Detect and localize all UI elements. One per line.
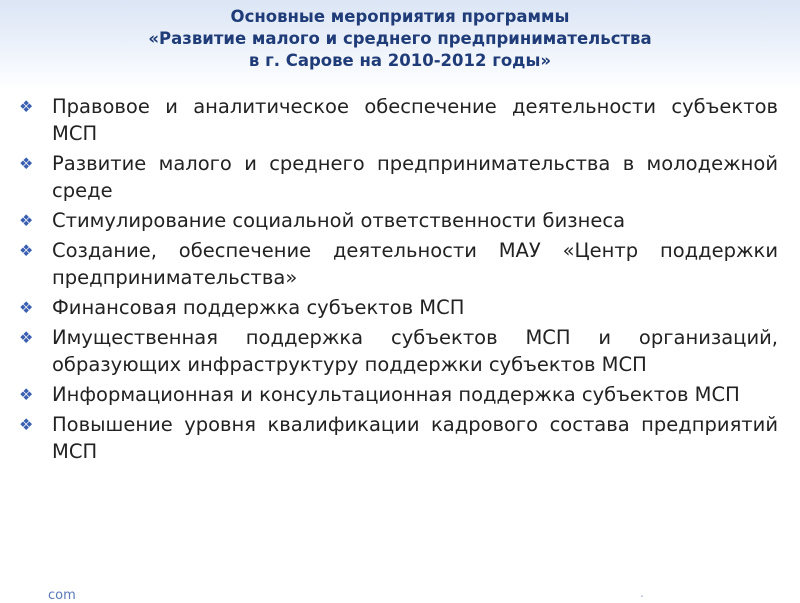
slide-header (0, 0, 800, 90)
list-item (18, 150, 778, 204)
diamond-bullet-icon: ❖ (19, 97, 34, 116)
bullet-list (18, 93, 778, 465)
slide-title-line-2: «Развитие малого и среднего предпринимательства (148, 29, 652, 48)
diamond-bullet-icon: ❖ (19, 298, 34, 317)
slide-title-line-1: Основные мероприятия программы (230, 7, 570, 26)
slide-content (18, 93, 778, 468)
list-item-text: Финансовая поддержка субъектов МСП (52, 296, 465, 319)
footer-text-right: . (640, 586, 644, 600)
list-item (18, 411, 778, 465)
list-item-text: Правовое и аналитическое обеспечение деятельности субъектов МСП (52, 95, 778, 145)
list-item-text: Создание, обеспечение деятельности МАУ «Центр поддержки предпринимательства» (52, 239, 778, 289)
list-item-text: Стимулирование социальной ответственности бизнеса (52, 209, 626, 232)
list-item (18, 237, 778, 291)
list-item (18, 93, 778, 147)
diamond-bullet-icon: ❖ (19, 211, 34, 230)
list-item-text: Развитие малого и среднего предпринимательства в молодежной среде (52, 152, 778, 202)
diamond-bullet-icon: ❖ (19, 241, 34, 260)
list-item (18, 207, 778, 234)
slide-title (0, 6, 800, 72)
diamond-bullet-icon: ❖ (19, 154, 34, 173)
list-item-text: Повышение уровня квалификации кадрового состава предприятий МСП (52, 413, 778, 463)
diamond-bullet-icon: ❖ (19, 415, 34, 434)
list-item (18, 381, 778, 408)
footer-text-left: com (48, 588, 76, 603)
slide-title-line-3: в г. Сарове на 2010-2012 годы» (248, 51, 552, 70)
list-item-text: Информационная и консультационная поддержка субъектов МСП (52, 383, 740, 406)
diamond-bullet-icon: ❖ (19, 328, 34, 347)
list-item (18, 324, 778, 378)
diamond-bullet-icon: ❖ (19, 385, 34, 404)
list-item-text: Имущественная поддержка субъектов МСП и организаций, образующих инфраструктуру поддержки субъектов МСП (52, 326, 778, 376)
list-item (18, 294, 778, 321)
